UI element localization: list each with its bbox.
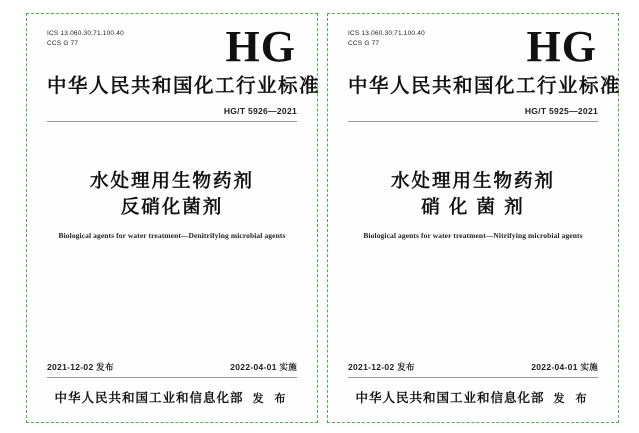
ccs-line: CCS G 77 xyxy=(348,40,380,48)
title-line1: 水处理用生物药剂 xyxy=(89,169,254,191)
publisher-name: 中华人民共和国工业和信息化部 xyxy=(54,391,244,405)
standard-cover-denitrifying xyxy=(26,13,321,423)
cover-header xyxy=(348,22,598,71)
title-block xyxy=(348,168,598,240)
standard-cover-nitrifying xyxy=(327,13,622,423)
issue-date: 2021-12-02 发布 xyxy=(47,362,114,372)
dates-row xyxy=(348,361,598,378)
dates-row xyxy=(47,361,297,378)
standard-number: HG/T 5925—2021 xyxy=(524,105,598,116)
publisher-line xyxy=(47,388,297,406)
ics-codes xyxy=(47,29,124,50)
hg-logo: HG xyxy=(225,22,296,71)
cover-header xyxy=(47,22,297,71)
ccs-line: CCS G 77 xyxy=(47,40,79,48)
publisher-name: 中华人民共和国工业和信息化部 xyxy=(355,391,545,405)
cover-footer xyxy=(47,361,297,406)
standard-number: HG/T 5926—2021 xyxy=(223,105,297,116)
standard-heading: 中华人民共和国化工行业标准 xyxy=(348,75,622,97)
hg-logo: HG xyxy=(526,22,597,71)
header-rule xyxy=(348,121,598,122)
implementation-date: 2022-04-01 实施 xyxy=(531,362,598,372)
english-subtitle: Biological agents for water treatment—Nitrifying microbial agents xyxy=(363,230,583,240)
title-line1: 水处理用生物药剂 xyxy=(390,169,555,191)
ics-codes xyxy=(348,29,425,50)
cover-footer xyxy=(348,361,598,406)
title-block xyxy=(47,168,297,240)
standard-heading: 中华人民共和国化工行业标准 xyxy=(47,75,321,97)
publisher-suffix: 发 布 xyxy=(252,393,290,405)
cover-pages-row xyxy=(26,13,622,423)
publisher-suffix: 发 布 xyxy=(553,393,591,405)
title-line2: 硝 化 菌 剂 xyxy=(421,195,525,217)
ics-line1: ICS 13.060.30;71.100.40 xyxy=(47,30,124,37)
english-subtitle: Biological agents for water treatment—Denitrifying microbial agents xyxy=(58,230,286,240)
header-rule xyxy=(47,121,297,122)
issue-date: 2021-12-02 发布 xyxy=(348,362,415,372)
title-line2: 反硝化菌剂 xyxy=(120,195,224,217)
implementation-date: 2022-04-01 实施 xyxy=(230,362,297,372)
ics-line1: ICS 13.060.30;71.100.40 xyxy=(348,30,425,37)
publisher-line xyxy=(348,388,598,406)
